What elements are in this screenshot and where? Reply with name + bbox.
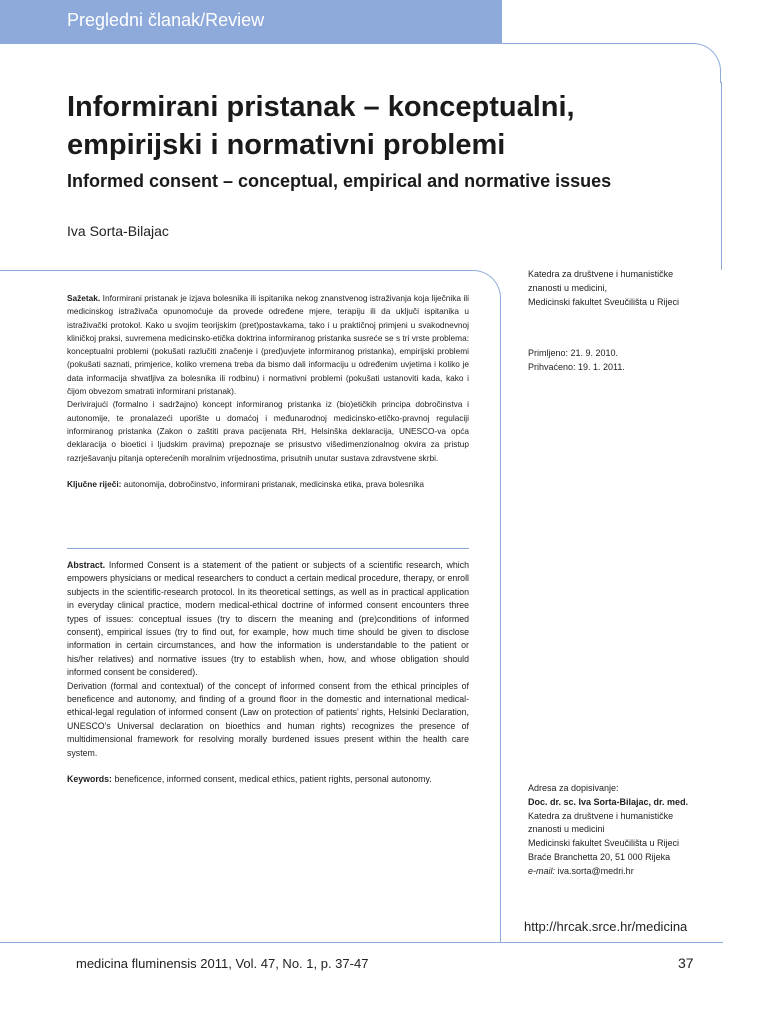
email-address[interactable]: iva.sorta@medri.hr: [557, 865, 634, 876]
page-number: 37: [678, 955, 694, 971]
abstract-hr-label: Sažetak.: [67, 293, 101, 303]
abstract-en-para2: Derivation (formal and contextual) of the concept of informed consent from the ethical principles of beneficence and autonomy, and finding of a ground floor in the domestic and international medical-ethical-legal regulation of informed consent (Law on protection of patients’ rights, Helsinki Declaration, UNESCO’s Universal declaration on bioethics and human rights) recognizes the presence of multidimensional framework for resolving morally burdened issues present within the health care system.: [67, 680, 469, 758]
affiliation-line: Medicinski fakultet Sveučilišta u Rijeci: [528, 296, 680, 307]
abstract-hr-text1: Informirani pristanak je izjava bolesnika ili ispitanika nekog znanstvenog istraživanja koja liječnika ili medicinskog istraživača opunomoćuje da provede određene mjere, terapiju ili da uključi ispitanika u istraživački protokol. Kako u svojim teorijskim (pret)postavkama, tako i u praktičnoj primjeni u svakodnevnoj kliničkoj praksi, suvremena medicinsko-etička doktrina informiranog pristanka susreće se s tri vrste problema: konceptualni problemi (pokušati razlučiti značenje i (pred)uvjete informiranog pristanka), empirijski problemi (pokušati saznati, primjerice, koliko vremena treba da bismo dali informaciju u određenim uvjetima i koliko je data informacija shvatljiva za bolesnika ili rodbinu) i normativni problemi (pokušati ustanoviti kada, kako i čijom obvezom smatrati informirani pristanak).: [67, 293, 469, 397]
abstract-hr-para1: [67, 292, 469, 398]
affiliation: [528, 268, 728, 309]
received-date: Primljeno: 21. 9. 2010.: [528, 348, 619, 358]
frame-line-bottom: [0, 942, 723, 943]
correspondence-label: Adresa za dopisivanje:: [528, 783, 619, 793]
correspondence-name: Doc. dr. sc. Iva Sorta-Bilajac, dr. med.: [528, 796, 689, 807]
title-line-2: empirijski i normativni problemi: [67, 129, 506, 161]
affiliation-line: znanosti u medicini,: [528, 282, 608, 293]
correspondence-line: Braće Branchetta 20, 51 000 Rijeka: [528, 851, 671, 862]
correspondence-line: Katedra za društvene i humanističke: [528, 810, 674, 821]
abstract-croatian: [67, 292, 469, 491]
abstract-en-para1: [67, 559, 469, 680]
frame-line-divider: [500, 309, 501, 942]
keywords-en-text: beneficence, informed consent, medical ethics, patient rights, personal autonomy.: [114, 774, 432, 785]
keywords-hr: [67, 478, 469, 491]
correspondence: [528, 782, 728, 879]
article-title: [67, 88, 687, 164]
footer-citation: medicina fluminensis 2011, Vol. 47, No. 1, p. 37-47: [76, 956, 369, 971]
keywords-hr-label: Ključne riječi:: [67, 478, 122, 489]
abstract-english: [67, 559, 469, 787]
correspondence-line: znanosti u medicini: [528, 824, 605, 835]
journal-url[interactable]: http://hrcak.srce.hr/medicina: [524, 919, 688, 934]
section-label: Pregledni članak/Review: [67, 10, 265, 30]
keywords-hr-text: autonomija, dobročinstvo, informirani pristanak, medicinska etika, prava bolesnika: [123, 478, 424, 489]
abstract-hr-para2: Derivirajući (formalno i sadržajno) koncept informiranog pristanka iz (bio)etičkih principa dobročinstva i autonomije, te pronalazeći uporište u domaćoj i međunarodnoj medicinsko-etičko-pravnoj regulaciji informiranog pristanka (Zakon o zaštiti prava pacijenata RH, Helsinška deklaracija, UNESCO-va opća deklaracija o bioetici i ljudskim pravima) prepoznaje se prisustvo višedimenzionalnog okvira za pristup razrješavanju pitanja opterećenih moralnim vrijednostima, prisutnih unutar sustava zdravstvene skrbi.: [67, 399, 469, 463]
affiliation-line: Katedra za društvene i humanističke: [528, 269, 674, 279]
keywords-en-label: Keywords:: [67, 774, 112, 785]
article-subtitle: Informed consent – conceptual, empirical and normative issues: [67, 171, 612, 191]
frame-line-top: [0, 43, 721, 83]
author-name: Iva Sorta-Bilajac: [67, 223, 169, 239]
abstract-en-text1: Informed Consent is a statement of the patient or subjects of a scientific research, which empowers physicians or medical researchers to conduct a certain medical procedure, therapy, or enroll subjects in the scientific-research protocol. In its theoretical settings, as well as in practical application in everyday clinical practice, modern medical-ethical doctrine of informed consent encounters three types of issues: conceptual issues (try to discern the meaning and (pre)conditions of informed consent), empirical issues (try to find out, for example, how much time should be given to disclose information in certain circumstances, and how the information is understandable to the patient or his/her relatives) and normative issues (try to establish when, how, and whose obligation should informed consent be considered).: [67, 560, 469, 678]
email-line: [528, 865, 728, 879]
email-label: e-mail:: [528, 865, 556, 876]
accepted-date: Prihvaćeno: 19. 1. 2011.: [528, 361, 625, 372]
frame-line-right: [721, 82, 722, 270]
correspondence-line: Medicinski fakultet Sveučilišta u Rijeci: [528, 838, 680, 849]
dates: [528, 347, 728, 375]
abstract-separator: [67, 548, 469, 549]
abstract-en-label: Abstract.: [67, 560, 106, 570]
title-line-1: Informirani pristanak – konceptualni,: [67, 91, 575, 123]
keywords-en: [67, 773, 469, 786]
